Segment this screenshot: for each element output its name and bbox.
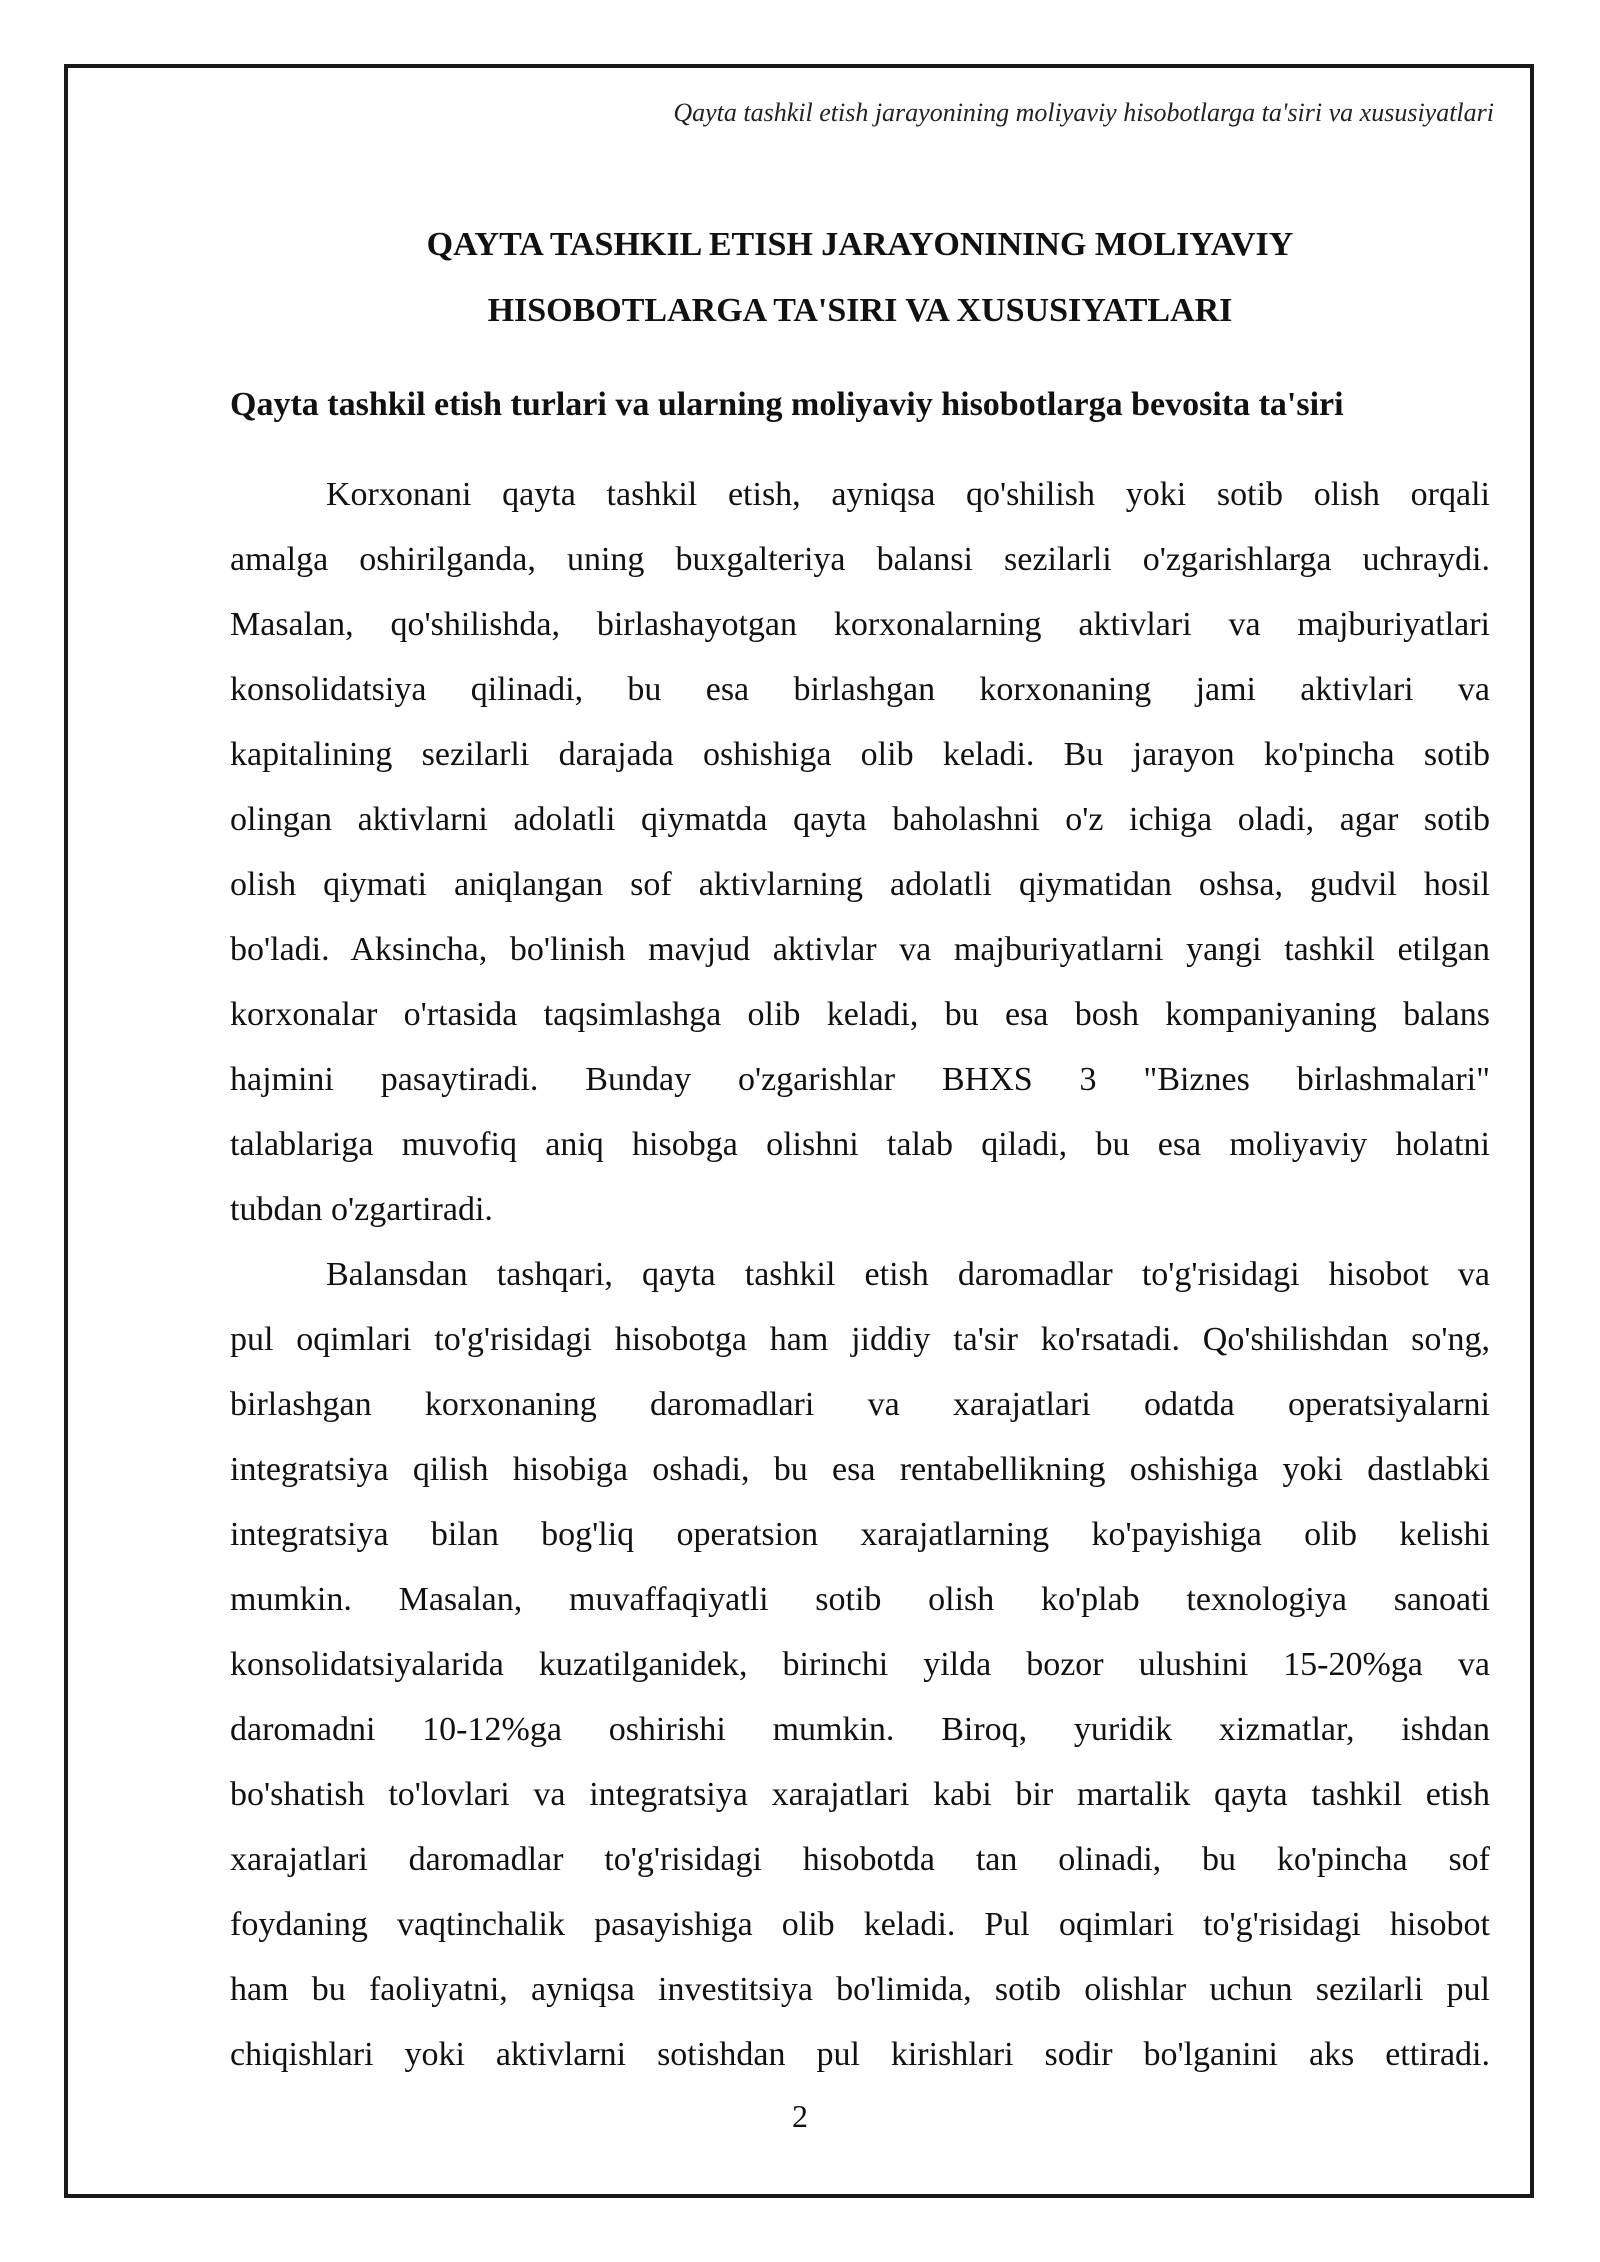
paragraph-line: Masalan, qo'shilishda, birlashayotgan korxonalarning aktivlari va majburiyatlari: [230, 606, 1490, 643]
running-header: Qayta tashkil etish jarayonining moliyaviy hisobotlarga ta'siri va xususiyatlari: [673, 98, 1494, 127]
paragraph-line: foydaning vaqtinchalik pasayishiga olib keladi. Pul oqimlari to'g'risidagi hisobot: [230, 1906, 1490, 1943]
paragraph-line: bo'shatish to'lovlari va integratsiya xarajatlari kabi bir martalik qayta tashkil etish: [230, 1776, 1490, 1813]
paragraph-line: daromadni 10-12%ga oshirishi mumkin. Biroq, yuridik xizmatlar, ishdan: [230, 1711, 1490, 1748]
section-heading: Qayta tashkil etish turlari va ularning moliyaviy hisobotlarga bevosita ta'siri: [230, 386, 1344, 423]
paragraph-line: ham bu faoliyatni, ayniqsa investitsiya bo'limida, sotib olishlar uchun sezilarli pul: [230, 1971, 1490, 2008]
paragraph-line: tubdan o'zgartiradi.: [230, 1191, 493, 1228]
paragraph-line: bo'ladi. Aksincha, bo'linish mavjud aktivlar va majburiyatlarni yangi tashkil etilgan: [230, 931, 1490, 968]
paragraph-line: konsolidatsiya qilinadi, bu esa birlashgan korxonaning jami aktivlari va: [230, 671, 1490, 708]
paragraph-line: talablariga muvofiq aniq hisobga olishni talab qiladi, bu esa moliyaviy holatni: [230, 1126, 1490, 1163]
paragraph-line: Balansdan tashqari, qayta tashkil etish daromadlar to'g'risidagi hisobot va: [326, 1256, 1490, 1293]
paragraph-line: konsolidatsiyalarida kuzatilganidek, birinchi yilda bozor ulushini 15-20%ga va: [230, 1646, 1490, 1683]
paragraph-line: pul oqimlari to'g'risidagi hisobotga ham jiddiy ta'sir ko'rsatadi. Qo'shilishdan so'ng,: [230, 1321, 1490, 1358]
paragraph-line: korxonalar o'rtasida taqsimlashga olib keladi, bu esa bosh kompaniyaning balans: [230, 996, 1490, 1033]
paragraph: [230, 1242, 1490, 2087]
paragraph-line: integratsiya bilan bog'liq operatsion xarajatlarning ko'payishiga olib kelishi: [230, 1516, 1490, 1553]
document-title: [230, 212, 1490, 344]
paragraph-line: xarajatlari daromadlar to'g'risidagi hisobotda tan olinadi, bu ko'pincha sof: [230, 1841, 1490, 1878]
paragraph: [230, 462, 1490, 1242]
paragraph-line: hajmini pasaytiradi. Bunday o'zgarishlar BHXS 3 "Biznes birlashmalari": [230, 1061, 1490, 1098]
document-title-line-1: QAYTA TASHKIL ETISH JARAYONINING MOLIYAVIY: [426, 226, 1294, 263]
paragraph-line: olingan aktivlarni adolatli qiymatda qayta baholashni o'z ichiga oladi, agar sotib: [230, 801, 1490, 838]
paragraph-line: birlashgan korxonaning daromadlari va xarajatlari odatda operatsiyalarni: [230, 1386, 1490, 1423]
page-number: 2: [792, 2098, 808, 2134]
body-text: [230, 462, 1490, 2087]
paragraph-line: kapitalining sezilarli darajada oshishiga olib keladi. Bu jarayon ko'pincha sotib: [230, 736, 1490, 773]
paragraph-line: chiqishlari yoki aktivlarni sotishdan pul kirishlari sodir bo'lganini aks ettiradi.: [230, 2036, 1490, 2073]
paragraph-line: Korxonani qayta tashkil etish, ayniqsa qo'shilish yoki sotib olish orqali: [326, 476, 1490, 513]
document-title-line-2: HISOBOTLARGA TA'SIRI VA XUSUSIYATLARI: [487, 292, 1233, 329]
paragraph-line: mumkin. Masalan, muvaffaqiyatli sotib olish ko'plab texnologiya sanoati: [230, 1581, 1490, 1618]
paragraph-line: amalga oshirilganda, uning buxgalteriya balansi sezilarli o'zgarishlarga uchraydi.: [230, 541, 1490, 578]
paragraph-line: integratsiya qilish hisobiga oshadi, bu esa rentabellikning oshishiga yoki dastlabki: [230, 1451, 1490, 1488]
paragraph-line: olish qiymati aniqlangan sof aktivlarning adolatli qiymatidan oshsa, gudvil hosil: [230, 866, 1490, 903]
